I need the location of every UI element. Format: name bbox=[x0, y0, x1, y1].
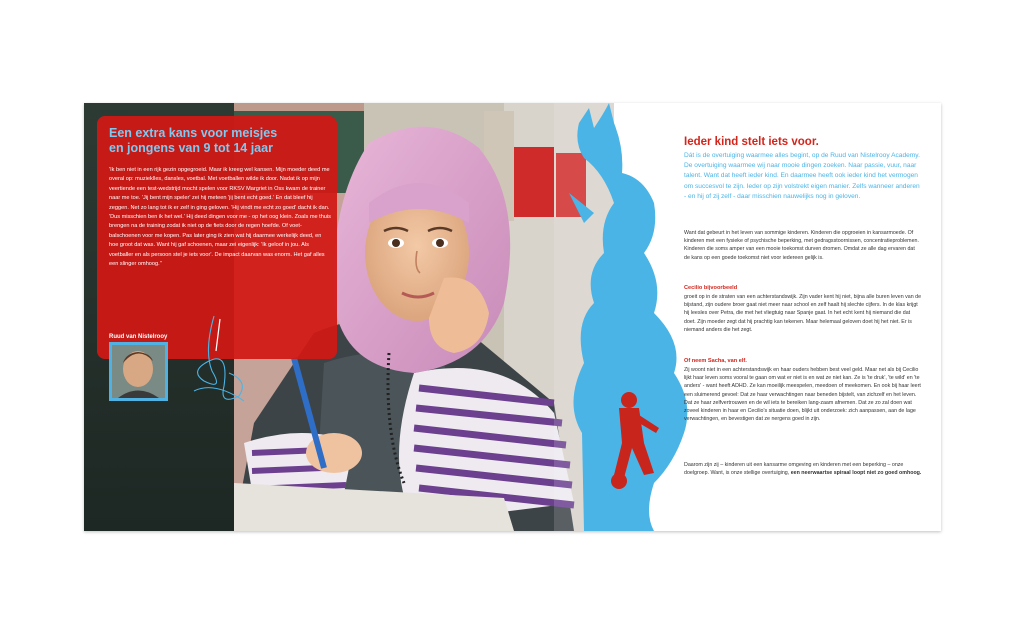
paragraph-1: Want dat gebeurt in het leven van sommige kinderen. Kinderen die opgroeien in kansarmoede. Of kinderen met een fysieke of psychische beperking, met gedragsstoornissen, concentratieproblemen. Kinderen die soms amper van een mooie toekomst durven dromen. Omdat ze alle dag ervaren dat de kans op een goede toekomst niet voor iedereen gelijk is. bbox=[684, 230, 919, 261]
right-column bbox=[684, 103, 924, 531]
panel-title bbox=[109, 126, 329, 156]
right-intro: Dát is de overtuiging waarmee alles begint, op de Ruud van Nistelrooy Academy. De overtuiging waarmee wij naar mooie dingen zoeken. Naar passie, vuur, naar talent. Want dat heeft ieder kind. En daarmee heeft ook ieder kind het vermogen om succesvol te zijn. Ieder op zijn volstrekt eigen manier. Zelfs wanneer anderen - en hij of zij zelf - daar misschien nauwelijks nog in geloven. bbox=[684, 152, 920, 200]
quote-author: Ruud van Nistelrooy bbox=[109, 334, 168, 340]
signature-icon bbox=[184, 311, 254, 411]
silhouettes-graphic bbox=[544, 103, 704, 531]
avatar bbox=[112, 345, 165, 398]
paragraph-3: Zij woont niet in een achterstandswijk en haar ouders hebben best veel geld. Maar net als bij Cecilio lijkt haar leven soms vooral te gaan om wat er niet is en wat ze niet kan. Ze is 'te druk', 'te wild' en 'te anders' - want heeft ADHD. Ze kan moeilijk meespelen, meedoen of meekomen. En ook bij haar leert een sluimerend gevoel: Dat ze haar verwachtingen naar beneden bijstelt, van zichzelf en het leven. Dat ze haar zelfvertrouwen en de wil iets te bereiken lang-zaam afnemen. Dat ze zo zal doen wat zoveel kinderen in haar en Cecilio's situatie doen, blijkt uit onderzoek: zich aanpassen, aan de lage verwachtingen, en bevestigen dat ze nergens goed in zijn. bbox=[684, 367, 921, 423]
paragraph-4-bold: een neerwaartse spiraal loopt niet zo goed omhoog. bbox=[790, 470, 922, 477]
panel-title-line1: Een extra kans voor meisjes bbox=[109, 126, 278, 140]
author-portrait bbox=[109, 342, 168, 401]
right-heading: Ieder kind stelt iets voor. bbox=[684, 136, 819, 148]
paragraph-2: groeit op in de straten van een achterstandswijk. Zijn vader kent hij niet, bijna alle buren leven van de bijstand, zijn oudere broer gaat niet meer naar school en zelf haalt hij slechte cijfers. In de klas krijgt hij leesles over Petra, die met het vliegtuig naar Spanje gaat. In het echt kent hij niemand die dat doet. Zijn moeder zegt dat hij prachtig kan tekenen. Maar helemaal geloven doet hij het niet. Er is niemand anders die het zegt. bbox=[684, 294, 922, 333]
paragraph-4-text: Daarom zijn zij – kinderen uit een kansarme omgeving en kinderen met een beperking – onze doelgroep. Want, is onze stellige overtuiging, bbox=[684, 462, 904, 477]
quote-text: 'Ik ben niet in een rijk gezin opgegroeid. Maar ik kreeg wel kansen. Mijn moeder deed me overal op: muzieklles, dansles, voetbal. Met voetballen wilde ik door. Nadat ik op mijn veertiende een test-wedstrijd mocht spelen voor RKSV Margriet in Oss kwam de trainer naar me toe. 'Jij bent mijn speler' zei hij meteen 'jij bent echt goed.' En dat bleef hij zeggen. Net zo lang tot ik er zelf in ging geloven. 'Hij vindt me echt zo goed' dacht ik dan. 'Dus misschien ben ik het wel.' Hij deed dingen voor me - op het oog klein. Zoals me thuis brengen na de training zodat ik niet op de fiets door de regen hoefde. Of voet-balschoenen voor me kopen. Pas later ging ik zien wat hij daarmee werkelijk deed, en hoe groot dat was. Want hij gaf schoenen, maar zei eigenlijk: 'Ik geloof in jou. Als voetballer en als persoon stel je iets voor'. De impact daarvan was enorm. Het gaf alles een slinger omhoog." bbox=[109, 167, 331, 268]
subheading-cecilio: Cecilio bijvoorbeeld bbox=[684, 285, 738, 291]
paragraph-4 bbox=[684, 461, 922, 477]
brochure-spread bbox=[84, 103, 941, 531]
panel-title-line2: en jongens van 9 tot 14 jaar bbox=[109, 141, 273, 155]
cover-photo bbox=[84, 103, 614, 531]
subheading-sacha: Of neem Sacha, van elf. bbox=[684, 358, 747, 364]
